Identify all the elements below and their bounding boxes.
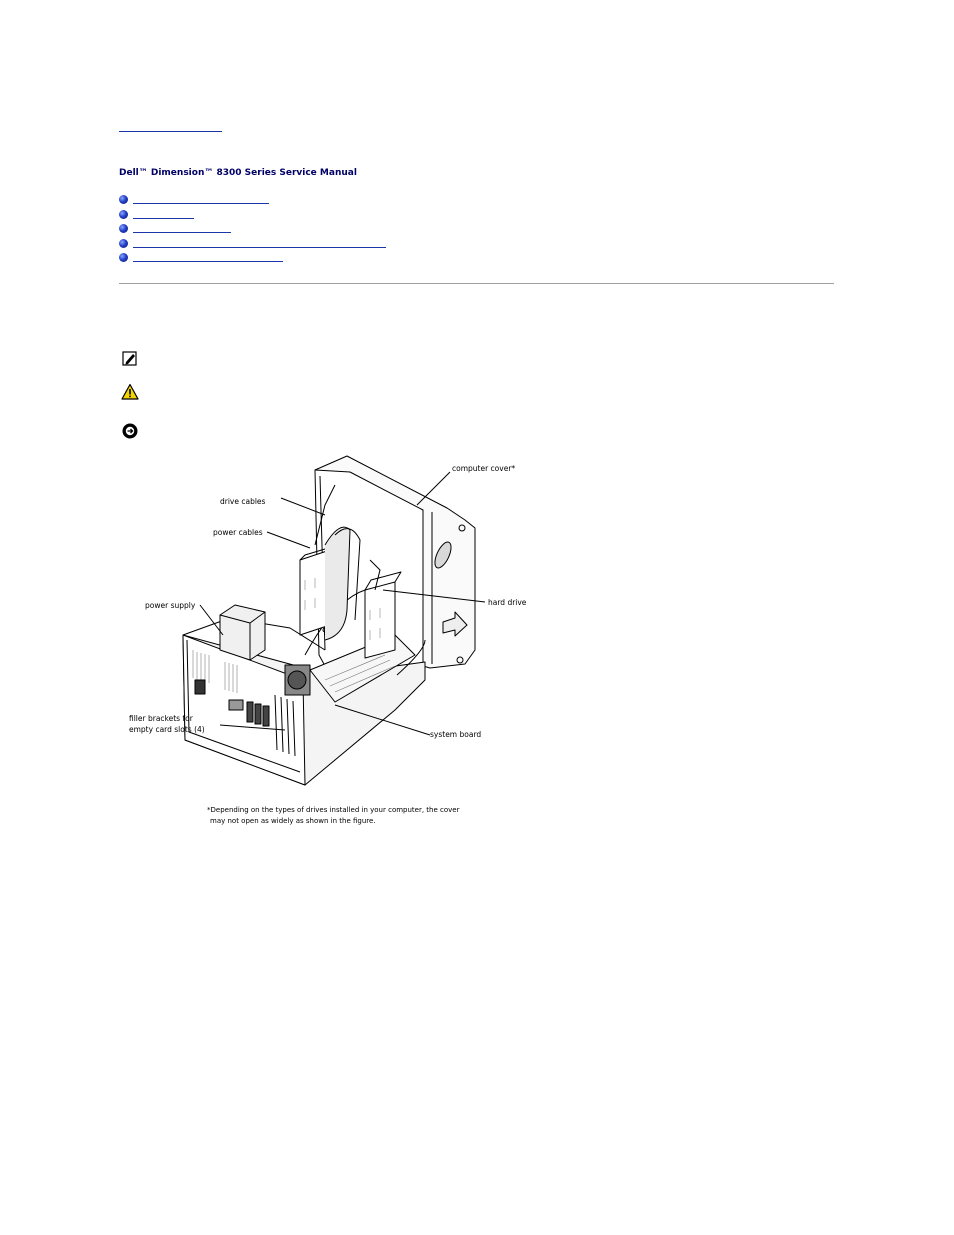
callout-power-cables: power cables xyxy=(213,528,263,537)
blue-sphere-bullet-icon xyxy=(119,253,128,262)
blue-sphere-bullet-icon xyxy=(119,224,128,233)
toc-link[interactable] xyxy=(133,226,231,233)
caution-triangle-icon xyxy=(121,383,139,401)
callout-computer-cover: computer cover* xyxy=(452,464,516,473)
callout-filler-brackets-2: empty card slots (4) xyxy=(129,725,205,734)
manual-title: Dell™ Dimension™ 8300 Series Service Manual xyxy=(119,168,357,178)
toc-link[interactable] xyxy=(133,255,283,262)
callout-system-board: system board xyxy=(430,730,482,739)
section-divider xyxy=(119,283,834,284)
toc-link[interactable] xyxy=(133,212,194,219)
note-pencil-icon xyxy=(121,350,139,368)
toc-link[interactable] xyxy=(133,241,386,248)
notice-stop-icon xyxy=(121,422,139,440)
blue-sphere-bullet-icon xyxy=(119,195,128,204)
figure-footnote-line-2: may not open as widely as shown in the figure. xyxy=(210,817,376,825)
callout-hard-drive: hard drive xyxy=(488,598,527,607)
blue-sphere-bullet-icon xyxy=(119,239,128,248)
figure-footnote-line-1: *Depending on the types of drives installed in your computer, the cover xyxy=(207,806,460,814)
blue-sphere-bullet-icon xyxy=(119,210,128,219)
computer-interior-figure xyxy=(125,450,535,835)
callout-power-supply: power supply xyxy=(145,601,196,610)
callout-filler-brackets-1: filler brackets for xyxy=(129,714,193,723)
back-to-contents-link[interactable] xyxy=(119,121,222,132)
toc-link[interactable] xyxy=(133,197,269,204)
callout-drive-cables: drive cables xyxy=(220,497,266,506)
